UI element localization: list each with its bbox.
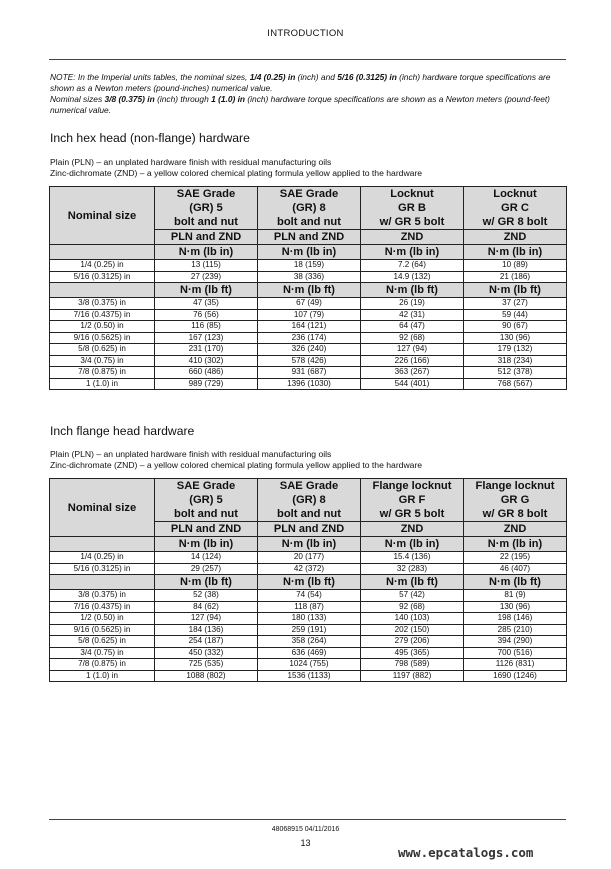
note-text: NOTE: In the Imperial units tables, the nominal sizes, [50,72,250,82]
torque-value-cell: 7.2 (64) [361,260,464,272]
column-header-line: GR B [398,202,426,214]
note-emphasis: 3/8 (0.375) in [104,94,155,104]
torque-value-cell: 1024 (755) [258,659,361,671]
table-row [50,367,567,379]
torque-value-cell: 127 (94) [361,344,464,356]
column-header-line: (GR) 5 [189,494,223,506]
unit-cell: N·m (lb in) [361,245,464,260]
nominal-size-header: Nominal size [50,187,155,245]
torque-value-cell: 450 (332) [155,647,258,659]
torque-value-cell: 15.4 (136) [361,552,464,564]
torque-value-cell: 167 (123) [155,332,258,344]
torque-value-cell: 92 (68) [361,601,464,613]
table-row [50,309,567,321]
torque-value-cell: 26 (19) [361,298,464,310]
table-header-row [50,479,567,522]
column-header-line: Flange locknut [475,480,555,492]
torque-value-cell: 52 (38) [155,590,258,602]
finish-cell: PLN and ZND [155,230,258,245]
torque-value-cell: 410 (302) [155,355,258,367]
nominal-size-cell: 9/16 (0.5625) in [50,624,155,636]
unit-row [50,245,567,260]
column-header [464,187,567,230]
column-header-line: w/ GR 5 bolt [379,216,445,228]
column-header [361,187,464,230]
column-header-line: bolt and nut [173,216,238,228]
unit-cell: N·m (lb in) [464,245,567,260]
table-row [50,636,567,648]
column-header-line: bolt and nut [276,216,341,228]
torque-value-cell: 931 (687) [258,367,361,379]
torque-value-cell: 1088 (802) [155,670,258,682]
column-header-line: w/ GR 8 bolt [482,508,548,520]
table-row [50,624,567,636]
column-header-line: SAE Grade [279,480,339,492]
nominal-size-cell: 3/4 (0.75) in [50,647,155,659]
torque-value-cell: 21 (186) [464,271,567,283]
torque-value-cell: 74 (54) [258,590,361,602]
section-title-flange-head: Inch flange head hardware [50,424,195,438]
torque-value-cell: 20 (177) [258,552,361,564]
unit-cell: N·m (lb ft) [361,575,464,590]
unit-cell: N·m (lb ft) [464,575,567,590]
torque-value-cell: 130 (96) [464,601,567,613]
column-header-line: bolt and nut [276,508,341,520]
column-header-line: Locknut [390,188,434,200]
torque-value-cell: 84 (62) [155,601,258,613]
watermark-text: www.epcatalogs.com [398,845,534,860]
column-header-line: Flange locknut [372,480,452,492]
column-header [464,479,567,522]
nominal-size-cell: 1/2 (0.50) in [50,613,155,625]
finish-cell: ZND [361,230,464,245]
column-header-line: GR F [398,494,426,506]
unit-cell: N·m (lb ft) [464,283,567,298]
table-row [50,590,567,602]
finish-cell: PLN and ZND [258,522,361,537]
torque-value-cell: 326 (240) [258,344,361,356]
section-title-hex-head: Inch hex head (non-flange) hardware [50,131,250,145]
note-paragraph-2 [50,94,570,116]
nominal-size-cell: 1/4 (0.25) in [50,552,155,564]
nominal-size-cell: 5/8 (0.625) in [50,344,155,356]
nominal-size-cell: 1 (1.0) in [50,378,155,390]
nominal-size-cell: 7/8 (0.875) in [50,659,155,671]
nominal-size-cell: 7/16 (0.4375) in [50,309,155,321]
torque-value-cell: 1536 (1133) [258,670,361,682]
note-emphasis: 1 (1.0) in [211,94,246,104]
torque-value-cell: 636 (469) [258,647,361,659]
page-number: 13 [300,838,311,848]
table-row [50,378,567,390]
page-header-title: INTRODUCTION [267,28,344,39]
unit-blank-cell [50,283,155,298]
column-header [258,479,361,522]
column-header-line: bolt and nut [173,508,238,520]
column-header-line: SAE Grade [279,188,339,200]
unit-cell: N·m (lb in) [155,245,258,260]
nominal-size-cell: 1/2 (0.50) in [50,321,155,333]
column-header-line: (GR) 8 [292,202,326,214]
torque-value-cell: 130 (96) [464,332,567,344]
torque-value-cell: 198 (146) [464,613,567,625]
torque-value-cell: 42 (372) [258,563,361,575]
torque-value-cell: 92 (68) [361,332,464,344]
torque-value-cell: 989 (729) [155,378,258,390]
torque-value-cell: 14 (124) [155,552,258,564]
table-row [50,271,567,283]
torque-value-cell: 180 (133) [258,613,361,625]
torque-value-cell: 231 (170) [155,344,258,356]
unit-cell: N·m (lb ft) [258,575,361,590]
unit-cell: N·m (lb in) [258,245,361,260]
desc-plain: Plain (PLN) – an unplated hardware finish with residual manufacturing oils [50,157,332,167]
torque-value-cell: 202 (150) [361,624,464,636]
nominal-size-cell: 3/4 (0.75) in [50,355,155,367]
nominal-size-header: Nominal size [50,479,155,537]
unit-cell: N·m (lb ft) [155,575,258,590]
nominal-size-cell: 3/8 (0.375) in [50,590,155,602]
finish-cell: ZND [361,522,464,537]
note-emphasis: 1/4 (0.25) in [249,72,296,82]
torque-value-cell: 10 (89) [464,260,567,272]
torque-value-cell: 29 (257) [155,563,258,575]
finish-cell: ZND [464,230,567,245]
finish-cell: PLN and ZND [258,230,361,245]
torque-value-cell: 107 (79) [258,309,361,321]
torque-value-cell: 394 (290) [464,636,567,648]
torque-value-cell: 127 (94) [155,613,258,625]
torque-value-cell: 37 (27) [464,298,567,310]
torque-value-cell: 725 (535) [155,659,258,671]
column-header-line: Locknut [493,188,537,200]
desc-znd: Zinc-dichromate (ZND) – a yellow colored chemical plating formula yellow applied to the hardware [50,460,423,471]
torque-value-cell: 512 (378) [464,367,567,379]
nominal-size-cell: 1/4 (0.25) in [50,260,155,272]
torque-value-cell: 14.9 (132) [361,271,464,283]
torque-value-cell: 179 (132) [464,344,567,356]
table-row [50,670,567,682]
section-desc-flange-head [50,449,422,471]
note-text: Nominal sizes [50,94,105,104]
torque-value-cell: 259 (191) [258,624,361,636]
note-text: (inch) hardware torque specifications are shown as a Newton meters (pound-inches) numerical value. [50,72,551,93]
torque-value-cell: 59 (44) [464,309,567,321]
torque-value-cell: 13 (115) [155,260,258,272]
column-header-line: w/ GR 8 bolt [482,216,548,228]
torque-value-cell: 27 (239) [155,271,258,283]
nominal-size-cell: 1 (1.0) in [50,670,155,682]
torque-value-cell: 226 (166) [361,355,464,367]
document-code: 48068915 04/11/2016 [271,826,340,833]
table-row [50,552,567,564]
torque-value-cell: 495 (365) [361,647,464,659]
desc-znd: Zinc-dichromate (ZND) – a yellow colored chemical plating formula yellow applied to the hardware [50,168,423,179]
torque-value-cell: 768 (567) [464,378,567,390]
column-header-line: w/ GR 5 bolt [379,508,445,520]
torque-value-cell: 81 (9) [464,590,567,602]
torque-value-cell: 46 (407) [464,563,567,575]
torque-value-cell: 1690 (1246) [464,670,567,682]
torque-value-cell: 236 (174) [258,332,361,344]
torque-value-cell: 164 (121) [258,321,361,333]
table-row [50,613,567,625]
torque-value-cell: 363 (267) [361,367,464,379]
note-text: (inch) hardware torque specifications are shown as a Newton meters (pound-feet) numerical value. [50,94,550,115]
torque-value-cell: 64 (47) [361,321,464,333]
torque-value-cell: 544 (401) [361,378,464,390]
torque-value-cell: 76 (56) [155,309,258,321]
torque-value-cell: 285 (210) [464,624,567,636]
header-rule [49,59,566,60]
torque-value-cell: 57 (42) [361,590,464,602]
torque-table-hex-head [49,186,567,390]
torque-value-cell: 32 (283) [361,563,464,575]
torque-value-cell: 184 (136) [155,624,258,636]
nominal-size-cell: 5/8 (0.625) in [50,636,155,648]
table-row [50,601,567,613]
torque-value-cell: 660 (486) [155,367,258,379]
table-row [50,647,567,659]
nominal-size-cell: 9/16 (0.5625) in [50,332,155,344]
torque-value-cell: 358 (264) [258,636,361,648]
column-header-line: SAE Grade [176,188,236,200]
torque-value-cell: 38 (336) [258,271,361,283]
unit-cell: N·m (lb in) [258,537,361,552]
table-row [50,563,567,575]
unit-blank-cell [50,575,155,590]
unit-cell: N·m (lb in) [361,537,464,552]
column-header [155,479,258,522]
table-row [50,344,567,356]
finish-cell: PLN and ZND [155,522,258,537]
table-header-row [50,187,567,230]
unit-row [50,575,567,590]
note-emphasis: 5/16 (0.3125) in [337,72,397,82]
torque-value-cell: 90 (67) [464,321,567,333]
unit-blank-cell [50,537,155,552]
table-row [50,321,567,333]
column-header [155,187,258,230]
torque-value-cell: 798 (589) [361,659,464,671]
note-paragraph-1 [50,72,570,94]
nominal-size-cell: 5/16 (0.3125) in [50,563,155,575]
desc-plain: Plain (PLN) – an unplated hardware finish with residual manufacturing oils [50,449,332,459]
unit-row [50,283,567,298]
footer-rule [49,819,566,820]
torque-value-cell: 279 (206) [361,636,464,648]
unit-cell: N·m (lb in) [464,537,567,552]
finish-cell: ZND [464,522,567,537]
torque-value-cell: 42 (31) [361,309,464,321]
note-text: (inch) and [295,72,338,82]
torque-value-cell: 47 (35) [155,298,258,310]
table-row [50,332,567,344]
unit-row [50,537,567,552]
table-row [50,659,567,671]
torque-value-cell: 67 (49) [258,298,361,310]
note-text: (inch) through [154,94,212,104]
torque-value-cell: 18 (159) [258,260,361,272]
column-header-line: SAE Grade [176,480,236,492]
torque-value-cell: 140 (103) [361,613,464,625]
unit-cell: N·m (lb ft) [155,283,258,298]
imperial-units-note [50,72,570,116]
torque-value-cell: 1126 (831) [464,659,567,671]
table-row [50,298,567,310]
column-header-line: (GR) 5 [189,202,223,214]
table-row [50,260,567,272]
unit-blank-cell [50,245,155,260]
torque-value-cell: 116 (85) [155,321,258,333]
column-header [258,187,361,230]
torque-value-cell: 118 (87) [258,601,361,613]
nominal-size-cell: 7/16 (0.4375) in [50,601,155,613]
torque-value-cell: 700 (516) [464,647,567,659]
nominal-size-cell: 5/16 (0.3125) in [50,271,155,283]
column-header [361,479,464,522]
torque-value-cell: 578 (426) [258,355,361,367]
torque-table-flange-head [49,478,567,682]
torque-value-cell: 318 (234) [464,355,567,367]
torque-value-cell: 1197 (882) [361,670,464,682]
torque-value-cell: 1396 (1030) [258,378,361,390]
column-header-line: GR G [500,494,530,506]
section-desc-hex-head [50,157,422,179]
column-header-line: (GR) 8 [292,494,326,506]
nominal-size-cell: 3/8 (0.375) in [50,298,155,310]
column-header-line: GR C [501,202,529,214]
torque-value-cell: 22 (195) [464,552,567,564]
unit-cell: N·m (lb ft) [258,283,361,298]
unit-cell: N·m (lb ft) [361,283,464,298]
nominal-size-cell: 7/8 (0.875) in [50,367,155,379]
table-row [50,355,567,367]
torque-value-cell: 254 (187) [155,636,258,648]
unit-cell: N·m (lb in) [155,537,258,552]
